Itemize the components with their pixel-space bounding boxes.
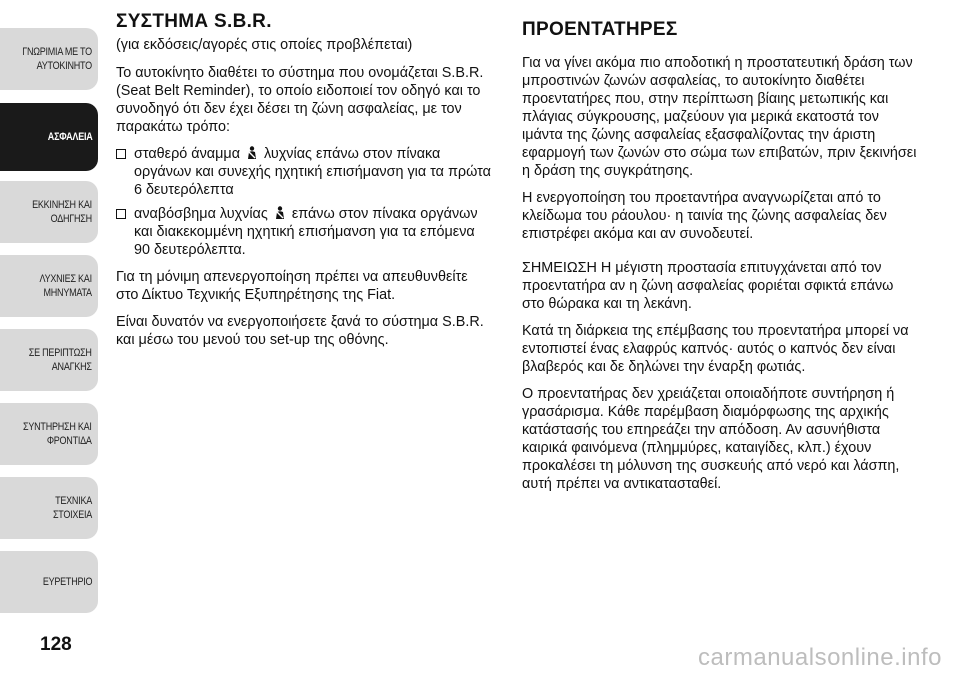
list-item: αναβόσβημα λυχνίας επάνω στον πίνακα οργάνων και διακεκομμένη ηχητική επισήμανση για τα επόμενα 90 δευτερόλεπτα. (116, 205, 494, 259)
sbr-intro: Το αυτοκίνητο διαθέτει το σύστημα που ονομάζεται S.B.R. (Seat Belt Reminder), το οποίο ειδοποιεί τον οδηγό και το συνοδηγό ότι δεν έχει δέσει τη ζώνη ασφαλείας, με τον παρακάτω τρόπο: (116, 65, 484, 135)
tab-technical-data[interactable]: ΤΕΧΝΙΚΑ ΣΤΟΙΧΕΙΑ (0, 477, 98, 539)
seatbelt-warning-icon (246, 146, 258, 160)
tab-maintenance[interactable]: ΣΥΝΤΗΡΗΣΗ ΚΑΙ ΦΡΟΝΤΙΔΑ (0, 403, 98, 465)
tab-emergency[interactable]: ΣΕ ΠΕΡΙΠΤΩΣΗ ΑΝΑΓΚΗΣ (0, 329, 98, 391)
pretensioner-intro: Για να γίνει ακόμα πιο αποδοτική η προστατευτική δράση των μπροστινών ζωνών ασφαλείας, το αυτοκίνητο διαθέτει προεντατήρες που, στην περίπτωση βίαιης μετωπικής και πλάγιας σύγκρουσης, μαζεύουν για μερικά εκατοστά τον ιμάντα της ζώνης ασφαλείας εξασφαλίζοντας την άριστη εφαρμογή των ζωνών στο σώμα των επιβατών, πριν ξεκινήσει η δράση της συγκράτησης. (522, 55, 917, 179)
pretensioners-section (522, 0, 917, 502)
seatbelt-warning-icon (274, 206, 286, 220)
tab-getting-to-know[interactable]: ΓΝΩΡΙΜΙΑ ΜΕ ΤΟ ΑΥΤΟΚΙΝΗΤΟ (0, 28, 98, 90)
page-number: 128 (40, 634, 72, 655)
sbr-section (116, 0, 494, 358)
pretensioner-maintenance: Ο προεντατήρας δεν χρειάζεται οποιαδήποτε συντήρηση ή γρασάρισμα. Κάθε παρέμβαση διαμόρφωσης της αρχικής κατάστασής του επηρεάζει την απόδοση. Αν ασυνήθιστα καιρικά φαινόμενα (πλημμύρες, καταιγίδες, κλπ.) έχουν προκαλέσει τη μόλυνση της συσκευής από νερό και λάσπη, αυτή πρέπει να αντικατασταθεί. (522, 386, 900, 492)
section-title-pretensioners: ΠΡΟΕΝΤΑΤΗΡΕΣ (522, 19, 678, 40)
pretensioner-activation: Η ενεργοποίηση του προεταντήρα αναγνωρίζεται από το κλείδωμα του ράουλου· η ταινία της ζώνης ασφαλείας δεν επιστρέφει ακόμα και αν συνοδευτεί. (522, 190, 887, 242)
sbr-bullet-list (116, 145, 494, 259)
sbr-deactivation-text: Για τη μόνιμη απενεργοποίηση πρέπει να απευθυνθείτε στο Δίκτυο Τεχνικής Εξυπηρέτησης της Fiat. (116, 269, 468, 303)
tab-warning-lights[interactable]: ΛΥΧΝΙΕΣ ΚΑΙ ΜΗΝΥΜΑΤΑ (0, 255, 98, 317)
bullet-box-icon (116, 149, 126, 159)
tab-safety[interactable]: ΑΣΦΑΛΕΙΑ (0, 103, 98, 171)
pretensioner-smoke: Κατά τη διάρκεια της επέμβασης του προεντατήρα μπορεί να εντοπιστεί ένας ελαφρύς καπνός· αυτός ο καπνός δεν είναι βλαβερός και δε δηλώνει την έναρξη φωτιάς. (522, 323, 909, 375)
bullet-box-icon (116, 209, 126, 219)
section-title-sbr: ΣΥΣΤΗΜΑ S.B.R. (116, 11, 272, 32)
chapter-sidebar (0, 0, 100, 678)
tab-starting-driving[interactable]: ΕΚΚΙΝΗΣΗ ΚΑΙ ΟΔΗΓΗΣΗ (0, 181, 98, 243)
list-item: σταθερό άναμμα λυχνίας επάνω στον πίνακα οργάνων και συνεχής ηχητική επισήμανση για τα πρώτα 6 δευτερόλεπτα (116, 145, 494, 199)
tab-index[interactable]: ΕΥΡΕΤΗΡΙΟ (0, 551, 98, 613)
sbr-reactivation-text: Είναι δυνατόν να ενεργοποιήσετε ξανά το σύστημα S.B.R. και μέσω του μενού του set-up της οθόνης. (116, 314, 484, 348)
watermark: carmanualsonline.info (698, 644, 942, 671)
pretensioner-note: ΣΗΜΕΙΩΣΗ Η μέγιστη προστασία επιτυγχάνεται από τον προεντατήρα αν η ζώνη ασφαλείας φοριέται σφικτά επάνω στο θώρακα και τη λεκάνη. (522, 260, 894, 312)
section-subtitle: (για εκδόσεις/αγορές στις οποίες προβλέπεται) (116, 37, 413, 53)
